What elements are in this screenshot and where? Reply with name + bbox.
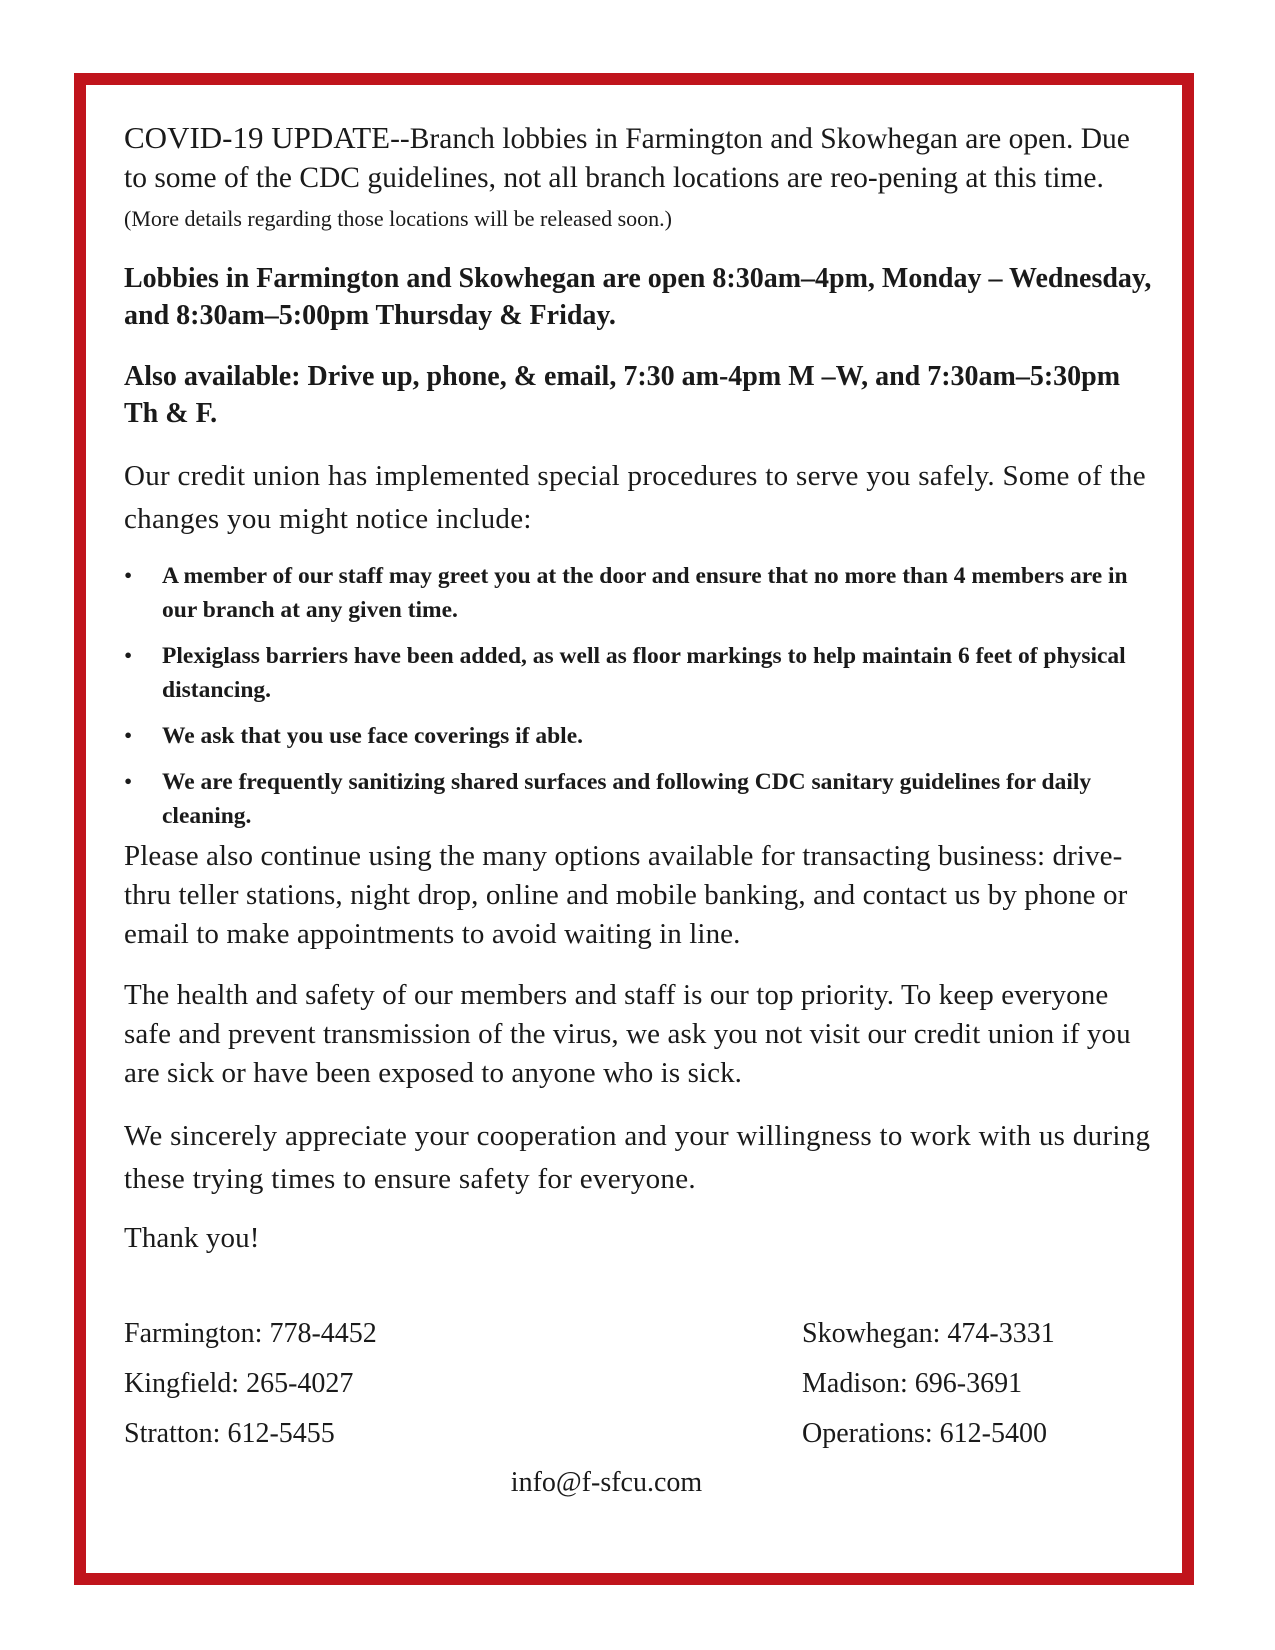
notice-body — [124, 118, 1154, 1258]
contact-operations: Operations: 612-5400 — [802, 1418, 1047, 1449]
procedures-list — [124, 559, 1154, 833]
contact-row — [124, 1366, 1124, 1416]
list-item: • A member of our staff may greet you at the door and ensure that no more than 4 members are in our branch at any given time. — [124, 559, 1154, 627]
list-item: • We ask that you use face coverings if able. — [124, 719, 1154, 753]
contact-madison: Madison: 696-3691 — [802, 1368, 1023, 1399]
bullet-icon: • — [124, 563, 133, 589]
appreciation-paragraph: We sincerely appreciate your cooperation and your willingness to work with us during these trying times to ensure safety for everyone. — [124, 1120, 1151, 1195]
list-item: • Plexiglass barriers have been added, as well as floor markings to help maintain 6 feet of physical distancing. — [124, 639, 1154, 707]
contact-farmington: Farmington: 778-4452 — [124, 1318, 377, 1349]
lobby-hours: Lobbies in Farmington and Skowhegan are open 8:30am–4pm, Monday – Wednesday, and 8:30am–5:00pm Thursday & Friday. — [124, 263, 1152, 331]
location-skowhegan: Skowhegan — [820, 123, 958, 155]
location-farmington: Farmington — [625, 123, 763, 155]
covid-update-heading: COVID-19 UPDATE — [124, 120, 391, 155]
contact-row — [124, 1316, 1124, 1366]
bullet-icon: • — [124, 769, 133, 795]
bullet-icon: • — [124, 723, 133, 749]
contact-row — [124, 1416, 1124, 1466]
options-paragraph: Please also continue using the many options available for transacting business: drive-thru teller stations, night drop, online and mobile banking, and contact us by phone or email to make appointments to avoid waiting in line. — [124, 840, 1128, 950]
branch-contacts — [124, 1316, 1124, 1466]
also-available-hours: Also available: Drive up, phone, & email, 7:30 am-4pm M –W, and 7:30am–5:30pm Th & F. — [124, 361, 1121, 429]
details-note: (More details regarding those locations will be released soon.) — [124, 206, 673, 231]
contact-kingfield: Kingfield: 265-4027 — [124, 1368, 354, 1399]
contact-skowhegan: Skowhegan: 474-3331 — [802, 1318, 1055, 1349]
contact-email: info@f-sfcu.com — [510, 1467, 703, 1498]
list-item: • We are frequently sanitizing shared surfaces and following CDC sanitary guidelines for daily cleaning. — [124, 765, 1154, 833]
bullet-icon: • — [124, 643, 133, 669]
contact-stratton: Stratton: 612-5455 — [124, 1418, 335, 1449]
covid-update-paragraph: COVID-19 UPDATE--Branch lobbies in Farmington and Skowhegan are open. Due to some of the CDC guidelines, not all branch locations are reo-pening at this time. (More details regarding those locations will be released soon.) — [124, 120, 1130, 231]
health-paragraph: The health and safety of our members and staff is our top priority. To keep everyone safe and prevent transmission of the virus, we ask you not visit our credit union if you are sick or have been exposed to anyone who is sick. — [124, 979, 1131, 1089]
procedures-intro: Our credit union has implemented special procedures to serve you safely. Some of the changes you might notice include: — [124, 460, 1146, 535]
thank-you: Thank you! — [124, 1222, 260, 1254]
